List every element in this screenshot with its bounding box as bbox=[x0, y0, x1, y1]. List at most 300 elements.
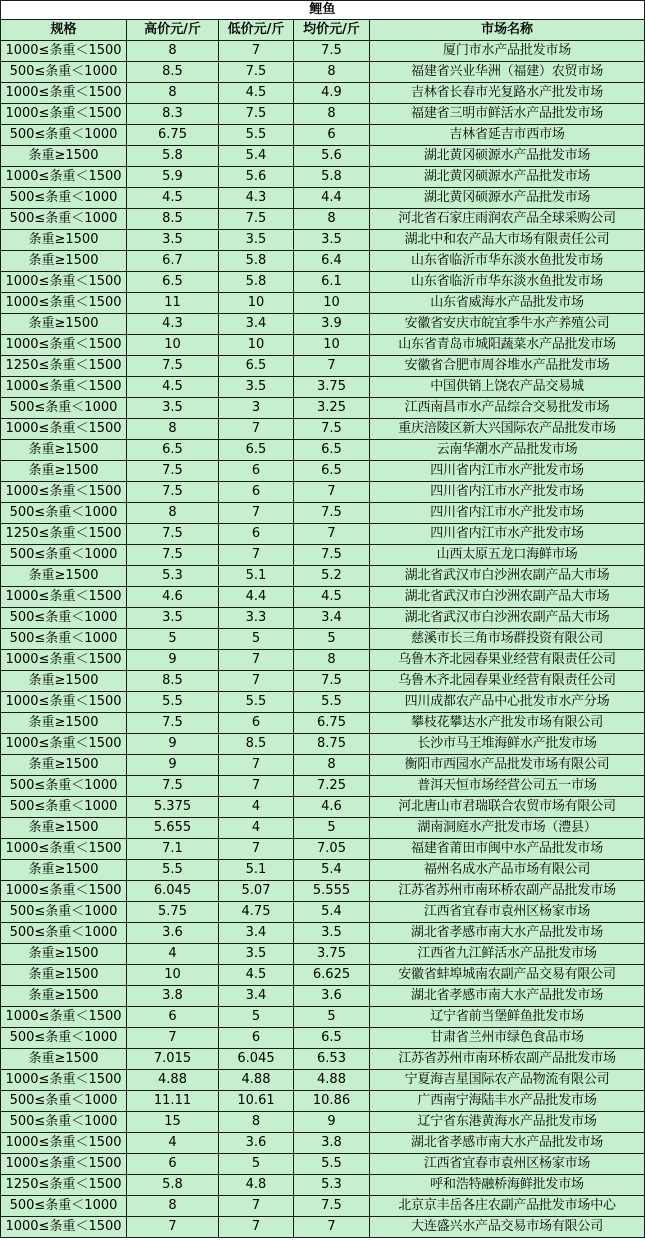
cell-low-price: 4.4 bbox=[219, 587, 294, 608]
cell-market-name: 宁夏海吉星国际农产品物流有限公司 bbox=[370, 1070, 645, 1091]
table-row bbox=[1, 1154, 645, 1175]
cell-market-name: 山东省青岛市城阳蔬菜水产品批发市场 bbox=[370, 335, 645, 356]
cell-market-name: 江苏省苏州市南环桥农副产品批发市场 bbox=[370, 881, 645, 902]
cell-high-price: 7.5 bbox=[127, 461, 219, 482]
cell-market-name: 吉林省延吉市西市场 bbox=[370, 125, 645, 146]
cell-high-price: 5.9 bbox=[127, 167, 219, 188]
table-row bbox=[1, 671, 645, 692]
cell-high-price: 8.5 bbox=[127, 671, 219, 692]
table-row bbox=[1, 356, 645, 377]
cell-high-price: 7.5 bbox=[127, 482, 219, 503]
table-row bbox=[1, 167, 645, 188]
cell-avg-price: 6.625 bbox=[294, 965, 370, 986]
cell-high-price: 11.11 bbox=[127, 1091, 219, 1112]
cell-high-price: 7.5 bbox=[127, 524, 219, 545]
cell-low-price: 3.4 bbox=[219, 986, 294, 1007]
cell-high-price: 3.5 bbox=[127, 230, 219, 251]
table-title: 鲤鱼 bbox=[1, 1, 645, 20]
cell-low-price: 6.045 bbox=[219, 1049, 294, 1070]
cell-avg-price: 4.88 bbox=[294, 1070, 370, 1091]
cell-low-price: 8 bbox=[219, 1112, 294, 1133]
cell-spec: 条重≥1500 bbox=[1, 314, 127, 335]
cell-avg-price: 8 bbox=[294, 104, 370, 125]
table-row bbox=[1, 902, 645, 923]
cell-high-price: 4.5 bbox=[127, 377, 219, 398]
cell-avg-price: 5 bbox=[294, 1007, 370, 1028]
cell-avg-price: 7 bbox=[294, 356, 370, 377]
table-row bbox=[1, 713, 645, 734]
cell-avg-price: 10.86 bbox=[294, 1091, 370, 1112]
cell-low-price: 4.5 bbox=[219, 965, 294, 986]
cell-avg-price: 7.5 bbox=[294, 671, 370, 692]
table-row bbox=[1, 944, 645, 965]
table-row bbox=[1, 1091, 645, 1112]
table-row bbox=[1, 776, 645, 797]
cell-high-price: 3.8 bbox=[127, 986, 219, 1007]
cell-market-name: 江苏省苏州市南环桥农副产品批发市场 bbox=[370, 1049, 645, 1070]
cell-avg-price: 5 bbox=[294, 818, 370, 839]
cell-high-price: 11 bbox=[127, 293, 219, 314]
cell-avg-price: 5.2 bbox=[294, 566, 370, 587]
cell-low-price: 7 bbox=[219, 503, 294, 524]
cell-spec: 1000≤条重＜1500 bbox=[1, 839, 127, 860]
table-row bbox=[1, 398, 645, 419]
cell-spec: 1000≤条重＜1500 bbox=[1, 587, 127, 608]
cell-market-name: 甘肃省兰州市绿色食品市场 bbox=[370, 1028, 645, 1049]
table-body bbox=[1, 41, 645, 1238]
cell-market-name: 呼和浩特融桥海鲜批发市场 bbox=[370, 1175, 645, 1196]
cell-market-name: 四川成都农产品中心批发市水产分场 bbox=[370, 692, 645, 713]
cell-low-price: 5.5 bbox=[219, 125, 294, 146]
cell-market-name: 安徽省合肥市周谷堆水产品批发市场 bbox=[370, 356, 645, 377]
cell-market-name: 普洱天恒市场经营公司五一市场 bbox=[370, 776, 645, 797]
cell-avg-price: 9 bbox=[294, 1112, 370, 1133]
cell-low-price: 3.5 bbox=[219, 944, 294, 965]
cell-avg-price: 4.5 bbox=[294, 587, 370, 608]
cell-spec: 1000≤条重＜1500 bbox=[1, 650, 127, 671]
cell-high-price: 6.7 bbox=[127, 251, 219, 272]
cell-spec: 500≤条重＜1000 bbox=[1, 209, 127, 230]
cell-low-price: 4.88 bbox=[219, 1070, 294, 1091]
cell-spec: 1000≤条重＜1500 bbox=[1, 377, 127, 398]
cell-low-price: 4 bbox=[219, 797, 294, 818]
table-row bbox=[1, 881, 645, 902]
cell-spec: 1000≤条重＜1500 bbox=[1, 335, 127, 356]
cell-high-price: 7 bbox=[127, 1217, 219, 1238]
cell-market-name: 山东省临沂市华东淡水鱼批发市场 bbox=[370, 251, 645, 272]
cell-high-price: 5.655 bbox=[127, 818, 219, 839]
cell-market-name: 湖北省武汉市白沙洲农副产品大市场 bbox=[370, 587, 645, 608]
cell-low-price: 3 bbox=[219, 398, 294, 419]
cell-avg-price: 4.4 bbox=[294, 188, 370, 209]
cell-high-price: 5 bbox=[127, 629, 219, 650]
table-row bbox=[1, 503, 645, 524]
cell-spec: 500≤条重＜1000 bbox=[1, 776, 127, 797]
header-market-name: 市场名称 bbox=[370, 20, 645, 41]
cell-market-name: 湖北中和农产品大市场有限责任公司 bbox=[370, 230, 645, 251]
cell-market-name: 四川省内江市水产批发市场 bbox=[370, 461, 645, 482]
header-low-price: 低价元/斤 bbox=[219, 20, 294, 41]
cell-avg-price: 5.8 bbox=[294, 167, 370, 188]
table-row bbox=[1, 1175, 645, 1196]
cell-market-name: 大连盛兴水产品交易市场有限公司 bbox=[370, 1217, 645, 1238]
title-row bbox=[1, 1, 645, 20]
cell-market-name: 四川省内江市水产批发市场 bbox=[370, 482, 645, 503]
cell-spec: 500≤条重＜1000 bbox=[1, 1028, 127, 1049]
cell-spec: 1000≤条重＜1500 bbox=[1, 419, 127, 440]
cell-market-name: 山西太原五龙口海鲜市场 bbox=[370, 545, 645, 566]
cell-spec: 条重≥1500 bbox=[1, 230, 127, 251]
table-row bbox=[1, 965, 645, 986]
table-row bbox=[1, 1007, 645, 1028]
cell-high-price: 6.5 bbox=[127, 440, 219, 461]
cell-spec: 条重≥1500 bbox=[1, 146, 127, 167]
cell-high-price: 7.5 bbox=[127, 776, 219, 797]
table-row bbox=[1, 755, 645, 776]
cell-market-name: 湖北黄冈硕源水产品批发市场 bbox=[370, 167, 645, 188]
table-row bbox=[1, 335, 645, 356]
cell-spec: 500≤条重＜1000 bbox=[1, 398, 127, 419]
table-row bbox=[1, 650, 645, 671]
cell-avg-price: 5.6 bbox=[294, 146, 370, 167]
cell-high-price: 10 bbox=[127, 335, 219, 356]
cell-low-price: 5.5 bbox=[219, 692, 294, 713]
cell-high-price: 9 bbox=[127, 755, 219, 776]
cell-low-price: 5.07 bbox=[219, 881, 294, 902]
cell-avg-price: 5.4 bbox=[294, 902, 370, 923]
cell-market-name: 广西南宁海陆丰水产品批发市场 bbox=[370, 1091, 645, 1112]
cell-low-price: 5.4 bbox=[219, 146, 294, 167]
cell-avg-price: 8 bbox=[294, 209, 370, 230]
cell-market-name: 云南华潮水产品批发市场 bbox=[370, 440, 645, 461]
table-row bbox=[1, 986, 645, 1007]
cell-avg-price: 6.75 bbox=[294, 713, 370, 734]
cell-avg-price: 7.05 bbox=[294, 839, 370, 860]
table-row bbox=[1, 797, 645, 818]
cell-avg-price: 7.5 bbox=[294, 419, 370, 440]
cell-spec: 条重≥1500 bbox=[1, 986, 127, 1007]
cell-low-price: 7.5 bbox=[219, 104, 294, 125]
cell-low-price: 4.8 bbox=[219, 1175, 294, 1196]
cell-spec: 1250≤条重＜1500 bbox=[1, 1175, 127, 1196]
table-row bbox=[1, 608, 645, 629]
cell-avg-price: 7.25 bbox=[294, 776, 370, 797]
cell-avg-price: 6.4 bbox=[294, 251, 370, 272]
cell-high-price: 8 bbox=[127, 83, 219, 104]
cell-low-price: 6 bbox=[219, 461, 294, 482]
cell-high-price: 8.3 bbox=[127, 104, 219, 125]
cell-low-price: 7 bbox=[219, 545, 294, 566]
table-row bbox=[1, 923, 645, 944]
cell-low-price: 3.4 bbox=[219, 923, 294, 944]
cell-market-name: 湖北省孝感市南大水产品批发市场 bbox=[370, 923, 645, 944]
cell-market-name: 重庆涪陵区新大兴国际农产品批发市场 bbox=[370, 419, 645, 440]
table-row bbox=[1, 188, 645, 209]
cell-high-price: 5.5 bbox=[127, 692, 219, 713]
cell-market-name: 慈溪市长三角市场群投资有限公司 bbox=[370, 629, 645, 650]
cell-market-name: 湖南洞庭水产批发市场（澧县） bbox=[370, 818, 645, 839]
cell-spec: 条重≥1500 bbox=[1, 944, 127, 965]
cell-avg-price: 3.5 bbox=[294, 230, 370, 251]
cell-market-name: 北京京丰岳各庄农副产品批发市场中心 bbox=[370, 1196, 645, 1217]
cell-low-price: 10 bbox=[219, 293, 294, 314]
cell-low-price: 4.3 bbox=[219, 188, 294, 209]
cell-spec: 1000≤条重＜1500 bbox=[1, 1007, 127, 1028]
cell-high-price: 6.045 bbox=[127, 881, 219, 902]
table-row bbox=[1, 587, 645, 608]
table-row bbox=[1, 734, 645, 755]
cell-avg-price: 3.5 bbox=[294, 923, 370, 944]
cell-high-price: 7.015 bbox=[127, 1049, 219, 1070]
table-row bbox=[1, 251, 645, 272]
table-row bbox=[1, 41, 645, 62]
cell-market-name: 辽宁省前当堡鲜鱼批发市场 bbox=[370, 1007, 645, 1028]
cell-spec: 条重≥1500 bbox=[1, 1049, 127, 1070]
cell-spec: 1000≤条重＜1500 bbox=[1, 83, 127, 104]
table-row bbox=[1, 440, 645, 461]
cell-low-price: 5 bbox=[219, 1007, 294, 1028]
cell-spec: 条重≥1500 bbox=[1, 860, 127, 881]
cell-spec: 条重≥1500 bbox=[1, 755, 127, 776]
table-row bbox=[1, 83, 645, 104]
cell-low-price: 7 bbox=[219, 839, 294, 860]
cell-low-price: 5.1 bbox=[219, 860, 294, 881]
cell-high-price: 3.5 bbox=[127, 398, 219, 419]
table-row bbox=[1, 314, 645, 335]
cell-spec: 500≤条重＜1000 bbox=[1, 797, 127, 818]
cell-high-price: 8 bbox=[127, 41, 219, 62]
cell-high-price: 7.5 bbox=[127, 356, 219, 377]
cell-low-price: 7 bbox=[219, 776, 294, 797]
cell-market-name: 攀枝花攀达水产批发市场有限公司 bbox=[370, 713, 645, 734]
cell-low-price: 5.8 bbox=[219, 272, 294, 293]
table-row bbox=[1, 629, 645, 650]
cell-market-name: 安徽省安庆市皖宜季牛水产养殖公司 bbox=[370, 314, 645, 335]
cell-market-name: 湖北省武汉市白沙洲农副产品大市场 bbox=[370, 566, 645, 587]
cell-avg-price: 6.5 bbox=[294, 440, 370, 461]
cell-low-price: 7.5 bbox=[219, 209, 294, 230]
table-row bbox=[1, 209, 645, 230]
cell-market-name: 江西省宜春市袁州区杨家市场 bbox=[370, 902, 645, 923]
cell-spec: 1000≤条重＜1500 bbox=[1, 1154, 127, 1175]
cell-high-price: 7.1 bbox=[127, 839, 219, 860]
cell-spec: 条重≥1500 bbox=[1, 461, 127, 482]
cell-avg-price: 10 bbox=[294, 335, 370, 356]
cell-spec: 1000≤条重＜1500 bbox=[1, 1070, 127, 1091]
cell-low-price: 7 bbox=[219, 671, 294, 692]
cell-market-name: 湖北黄冈硕源水产品批发市场 bbox=[370, 188, 645, 209]
cell-low-price: 6 bbox=[219, 713, 294, 734]
cell-avg-price: 3.9 bbox=[294, 314, 370, 335]
table-row bbox=[1, 692, 645, 713]
table-row bbox=[1, 62, 645, 83]
cell-market-name: 江西省宜春市袁州区杨家市场 bbox=[370, 1154, 645, 1175]
cell-avg-price: 7.5 bbox=[294, 1196, 370, 1217]
cell-avg-price: 3.6 bbox=[294, 986, 370, 1007]
cell-high-price: 5.8 bbox=[127, 1175, 219, 1196]
cell-avg-price: 3.4 bbox=[294, 608, 370, 629]
cell-avg-price: 6.5 bbox=[294, 461, 370, 482]
cell-spec: 500≤条重＜1000 bbox=[1, 1196, 127, 1217]
header-high-price: 高价元/斤 bbox=[127, 20, 219, 41]
cell-market-name: 湖北省孝感市南大水产品批发市场 bbox=[370, 1133, 645, 1154]
cell-market-name: 福建省三明市鲜活水产品批发市场 bbox=[370, 104, 645, 125]
cell-spec: 条重≥1500 bbox=[1, 965, 127, 986]
table-row bbox=[1, 1028, 645, 1049]
cell-low-price: 7 bbox=[219, 650, 294, 671]
cell-low-price: 6 bbox=[219, 482, 294, 503]
cell-high-price: 10 bbox=[127, 965, 219, 986]
cell-low-price: 5.1 bbox=[219, 566, 294, 587]
cell-low-price: 6 bbox=[219, 1028, 294, 1049]
table-row bbox=[1, 524, 645, 545]
cell-low-price: 6.5 bbox=[219, 356, 294, 377]
cell-spec: 500≤条重＜1000 bbox=[1, 902, 127, 923]
cell-high-price: 5.8 bbox=[127, 146, 219, 167]
cell-spec: 1250≤条重＜1500 bbox=[1, 524, 127, 545]
cell-avg-price: 5.3 bbox=[294, 1175, 370, 1196]
cell-spec: 1250≤条重＜1500 bbox=[1, 356, 127, 377]
table-row bbox=[1, 1070, 645, 1091]
cell-high-price: 5.375 bbox=[127, 797, 219, 818]
table-row bbox=[1, 839, 645, 860]
cell-market-name: 山东省临沂市华东淡水鱼批发市场 bbox=[370, 272, 645, 293]
cell-spec: 1000≤条重＜1500 bbox=[1, 272, 127, 293]
cell-high-price: 9 bbox=[127, 734, 219, 755]
cell-market-name: 乌鲁木齐北园春果业经营有限责任公司 bbox=[370, 671, 645, 692]
cell-low-price: 3.5 bbox=[219, 377, 294, 398]
cell-market-name: 河北省石家庄雨润农产品全球采购公司 bbox=[370, 209, 645, 230]
cell-spec: 500≤条重＜1000 bbox=[1, 923, 127, 944]
table-row bbox=[1, 1196, 645, 1217]
cell-spec: 1000≤条重＜1500 bbox=[1, 734, 127, 755]
cell-spec: 500≤条重＜1000 bbox=[1, 125, 127, 146]
cell-high-price: 4 bbox=[127, 1133, 219, 1154]
cell-low-price: 7 bbox=[219, 41, 294, 62]
cell-high-price: 15 bbox=[127, 1112, 219, 1133]
cell-spec: 500≤条重＜1000 bbox=[1, 608, 127, 629]
cell-low-price: 6.5 bbox=[219, 440, 294, 461]
cell-low-price: 3.6 bbox=[219, 1133, 294, 1154]
cell-low-price: 5 bbox=[219, 1154, 294, 1175]
cell-spec: 500≤条重＜1000 bbox=[1, 545, 127, 566]
cell-spec: 500≤条重＜1000 bbox=[1, 62, 127, 83]
cell-avg-price: 5.555 bbox=[294, 881, 370, 902]
cell-high-price: 5.3 bbox=[127, 566, 219, 587]
header-avg-price: 均价元/斤 bbox=[294, 20, 370, 41]
cell-low-price: 4.5 bbox=[219, 83, 294, 104]
table-row bbox=[1, 1112, 645, 1133]
table-row bbox=[1, 230, 645, 251]
cell-avg-price: 3.25 bbox=[294, 398, 370, 419]
cell-low-price: 3.5 bbox=[219, 230, 294, 251]
table-row bbox=[1, 146, 645, 167]
cell-avg-price: 3.8 bbox=[294, 1133, 370, 1154]
cell-avg-price: 10 bbox=[294, 293, 370, 314]
cell-low-price: 5.8 bbox=[219, 251, 294, 272]
cell-spec: 500≤条重＜1000 bbox=[1, 503, 127, 524]
header-spec: 规格 bbox=[1, 20, 127, 41]
cell-avg-price: 7.5 bbox=[294, 545, 370, 566]
cell-market-name: 河北唐山市君瑞联合农贸市场有限公司 bbox=[370, 797, 645, 818]
cell-avg-price: 5 bbox=[294, 629, 370, 650]
cell-spec: 1000≤条重＜1500 bbox=[1, 482, 127, 503]
cell-high-price: 4.5 bbox=[127, 188, 219, 209]
cell-market-name: 福建省莆田市闽中水产品批发市场 bbox=[370, 839, 645, 860]
cell-spec: 1000≤条重＜1500 bbox=[1, 167, 127, 188]
table-row bbox=[1, 125, 645, 146]
cell-high-price: 5.75 bbox=[127, 902, 219, 923]
cell-market-name: 厦门市水产品批发市场 bbox=[370, 41, 645, 62]
cell-market-name: 福州名成水产品市场有限公司 bbox=[370, 860, 645, 881]
cell-high-price: 5.5 bbox=[127, 860, 219, 881]
cell-market-name: 湖北省武汉市白沙洲农副产品大市场 bbox=[370, 608, 645, 629]
cell-avg-price: 7.5 bbox=[294, 41, 370, 62]
cell-market-name: 江西省九江鲜活水产品批发市场 bbox=[370, 944, 645, 965]
cell-market-name: 乌鲁木齐北园春果业经营有限责任公司 bbox=[370, 650, 645, 671]
cell-avg-price: 8 bbox=[294, 62, 370, 83]
cell-avg-price: 7 bbox=[294, 1217, 370, 1238]
cell-market-name: 四川省内江市水产批发市场 bbox=[370, 503, 645, 524]
cell-spec: 1000≤条重＜1500 bbox=[1, 293, 127, 314]
cell-spec: 1000≤条重＜1500 bbox=[1, 104, 127, 125]
cell-low-price: 7 bbox=[219, 1217, 294, 1238]
cell-avg-price: 8 bbox=[294, 650, 370, 671]
table-row bbox=[1, 419, 645, 440]
cell-high-price: 8 bbox=[127, 1196, 219, 1217]
cell-avg-price: 8 bbox=[294, 755, 370, 776]
table-row bbox=[1, 482, 645, 503]
cell-market-name: 山东省威海水产品批发市场 bbox=[370, 293, 645, 314]
cell-market-name: 江西南昌市水产品综合交易批发市场 bbox=[370, 398, 645, 419]
cell-spec: 1000≤条重＜1500 bbox=[1, 881, 127, 902]
cell-spec: 条重≥1500 bbox=[1, 671, 127, 692]
cell-market-name: 吉林省长春市光复路水产批发市场 bbox=[370, 83, 645, 104]
cell-high-price: 6 bbox=[127, 1007, 219, 1028]
cell-spec: 条重≥1500 bbox=[1, 818, 127, 839]
cell-spec: 1000≤条重＜1500 bbox=[1, 1217, 127, 1238]
cell-spec: 条重≥1500 bbox=[1, 713, 127, 734]
table-row bbox=[1, 1049, 645, 1070]
cell-market-name: 长沙市马王堆海鲜水产批发市场 bbox=[370, 734, 645, 755]
cell-market-name: 衡阳市西园水产品批发市场有限公司 bbox=[370, 755, 645, 776]
cell-avg-price: 4.6 bbox=[294, 797, 370, 818]
cell-high-price: 6.75 bbox=[127, 125, 219, 146]
cell-low-price: 4 bbox=[219, 818, 294, 839]
cell-spec: 1000≤条重＜1500 bbox=[1, 1133, 127, 1154]
table-row bbox=[1, 293, 645, 314]
cell-high-price: 3.6 bbox=[127, 923, 219, 944]
cell-avg-price: 5.5 bbox=[294, 1154, 370, 1175]
cell-high-price: 6.5 bbox=[127, 272, 219, 293]
cell-avg-price: 6 bbox=[294, 125, 370, 146]
cell-spec: 1000≤条重＜1500 bbox=[1, 41, 127, 62]
cell-low-price: 4.75 bbox=[219, 902, 294, 923]
cell-avg-price: 6.5 bbox=[294, 1028, 370, 1049]
cell-avg-price: 7 bbox=[294, 482, 370, 503]
cell-low-price: 7.5 bbox=[219, 62, 294, 83]
cell-low-price: 10 bbox=[219, 335, 294, 356]
cell-high-price: 9 bbox=[127, 650, 219, 671]
cell-high-price: 4.6 bbox=[127, 587, 219, 608]
table-row bbox=[1, 377, 645, 398]
cell-market-name: 湖北省孝感市南大水产品批发市场 bbox=[370, 986, 645, 1007]
cell-high-price: 6 bbox=[127, 1154, 219, 1175]
cell-avg-price: 5.5 bbox=[294, 692, 370, 713]
table-row bbox=[1, 1133, 645, 1154]
table-row bbox=[1, 566, 645, 587]
cell-market-name: 四川省内江市水产批发市场 bbox=[370, 524, 645, 545]
